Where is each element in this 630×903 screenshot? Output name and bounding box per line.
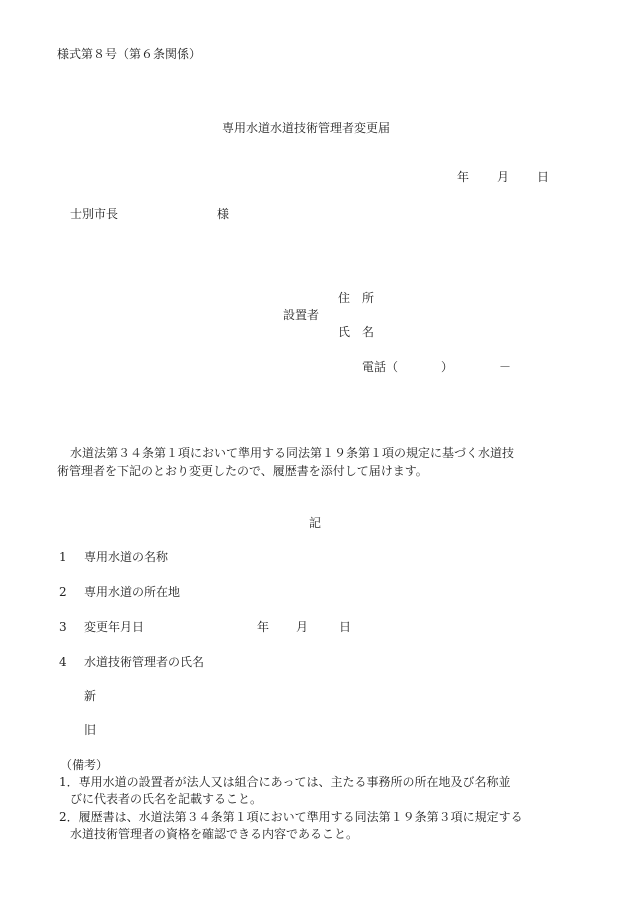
date-year-label: 年	[457, 170, 470, 184]
body-text-line-2: 術管理者を下記のとおり変更したので、履歴書を添付して届けます。	[57, 464, 428, 478]
remark-1-line-2: びに代表者の氏名を記載すること。	[70, 792, 263, 806]
phone-dash: －	[499, 360, 512, 374]
addressee-honorific: 様	[217, 207, 230, 221]
remark-2-line-1: 2．履歴書は、水道法第３４条第１項において準用する同法第１９条第３項に規定する	[59, 810, 523, 824]
change-date-day-label: 日	[339, 620, 352, 634]
item-label: 専用水道の所在地	[84, 585, 181, 599]
ki-heading: 記	[309, 516, 322, 530]
name-label: 氏 名	[338, 325, 375, 339]
phone-label: 電話（	[362, 360, 399, 374]
date-month-label: 月	[497, 170, 510, 184]
new-label: 新	[84, 689, 97, 703]
phone-close-paren: ）	[441, 360, 454, 374]
change-date-month-label: 月	[296, 620, 309, 634]
item-number: 2	[59, 585, 67, 599]
old-label: 旧	[84, 723, 97, 737]
form-number: 様式第８号（第６条関係）	[57, 47, 202, 61]
item-label: 水道技術管理者の氏名	[84, 655, 205, 669]
item-number: 3	[59, 620, 67, 634]
applicant-label: 設置者	[283, 308, 320, 322]
document-title: 専用水道水道技術管理者変更届	[222, 121, 391, 135]
date-day-label: 日	[537, 170, 550, 184]
body-text-line-1: 水道法第３４条第１項において準用する同法第１９条第１項の規定に基づく水道技	[70, 446, 515, 460]
addressee-name: 士別市長	[70, 207, 119, 221]
item-label: 変更年月日	[84, 620, 145, 634]
item-number: 1	[59, 550, 67, 564]
address-label: 住 所	[338, 291, 375, 305]
change-date-year-label: 年	[257, 620, 270, 634]
item-number: 4	[59, 655, 67, 669]
item-label: 専用水道の名称	[84, 550, 169, 564]
remark-1-line-1: 1．専用水道の設置者が法人又は組合にあっては、主たる事務所の所在地及び名称並	[59, 775, 511, 789]
remark-2-line-2: 水道技術管理者の資格を確認できる内容であること。	[70, 827, 359, 841]
remarks-heading: （備考）	[60, 758, 109, 772]
